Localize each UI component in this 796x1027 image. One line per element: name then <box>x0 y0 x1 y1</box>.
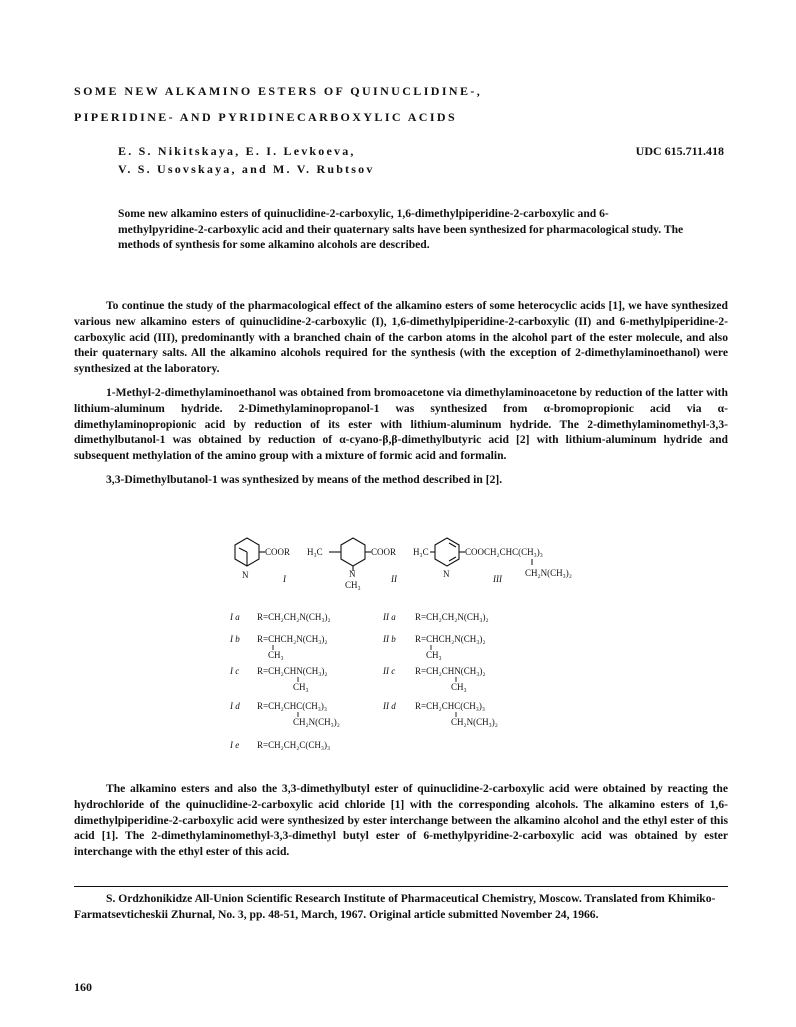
series-left-d-formula: R=CH₂CHC(CH₃)₃ <box>257 701 327 711</box>
series-left-b-formula: R=CHCH₂N(CH₃)₂ <box>257 634 328 644</box>
footnote <box>74 891 728 922</box>
struct3-label: III <box>493 574 502 584</box>
struct1-group: COOR <box>265 547 291 557</box>
authors-line-2: V. S. Usovskaya, and M. V. Rubtsov <box>118 162 375 176</box>
article-title-line-1: SOME NEW ALKAMINO ESTERS OF QUINUCLIDINE-, <box>74 84 483 98</box>
series-right-b-formula: R=CHCH₂N(CH₃)₂ <box>415 634 486 644</box>
series-right-c-branch: CH₃ <box>451 682 467 692</box>
struct2-label: II <box>391 574 397 584</box>
udc-code: UDC 615.711.418 <box>635 144 724 158</box>
abstract: Some new alkamino esters of quinuclidine-2-carboxylic, 1,6-dimethylpiperidine-2-carboxylic and 6-methylpyridine-2-carboxylic acid and their quaternary salts have been synthesized for pharmacological study. The methods of synthesis for some alkamino alcohols are described. <box>118 207 684 251</box>
series-left-c-formula: R=CH₂CHN(CH₃)₂ <box>257 666 328 676</box>
chemical-structures <box>225 534 615 759</box>
structure-iii <box>430 538 465 566</box>
series-right-a-formula: R=CH₂CH₂N(CH₃)₂ <box>415 612 489 622</box>
series-left-b-branch: CH₃ <box>268 650 284 660</box>
series-left-d-label: I d <box>230 701 240 711</box>
body-section-2 <box>74 781 728 860</box>
series-right-d-label: II d <box>383 701 396 711</box>
struct3-n: N <box>443 569 450 579</box>
paragraph-3: 3,3-Dimethylbutanol-1 was synthesized by means of the method described in [2]. <box>106 472 503 486</box>
series-right-d-branch: CH₂N(CH₃)₂ <box>451 717 498 727</box>
footnote-divider <box>74 886 728 887</box>
series-left-a-formula: R=CH₂CH₂N(CH₃)₂ <box>257 612 331 622</box>
series-left-c-branch: CH₃ <box>293 682 309 692</box>
series-right-c-label: II c <box>383 666 396 676</box>
struct3-branch: CH₂N(CH₃)₂ <box>525 568 572 578</box>
page-number: 160 <box>74 980 92 994</box>
authors <box>118 142 375 178</box>
footnote-text: S. Ordzhonikidze All-Union Scientific Research Institute of Pharmaceutical Chemistry, Moscow. Translated from Khimiko-Farmatsevticheskii Zhurnal, No. 3, pp. 48-51, March, 1967. Original article submitted November 24, 1966. <box>74 892 716 921</box>
paragraph-2: 1-Methyl-2-dimethylaminoethanol was obtained from bromoacetone via dimethylaminoacetone by reduction of the latter with lithium-aluminum hydride. 2-Dimethylaminopropanol-1 was synthesized from α-bromopropionic acid via α-dimethylaminopropionic acid by reduction of its ester with lithium-aluminum hydride. The 2-dimethylaminomethyl-3,3-dimethylbutanol-1 was obtained by reduction of α-cyano-β,β-dimethylbutyric acid [2] with lithium-aluminum hydride and subsequent methylation of the amino group with a mixture of formic acid and formalin. <box>74 385 728 463</box>
struct2-n: N <box>349 569 356 579</box>
structure-ii <box>329 538 371 571</box>
series-right-b-label: II b <box>383 634 396 644</box>
article-title-line-2: PIPERIDINE- AND PYRIDINECARBOXYLIC ACIDS <box>74 110 458 124</box>
body-section-1 <box>74 298 728 488</box>
struct1-n: N <box>242 570 249 580</box>
series-right-a-label: II a <box>383 612 396 622</box>
series-right-b-branch: CH₃ <box>426 650 442 660</box>
struct1-label: I <box>283 574 286 584</box>
series-left-b-label: I b <box>230 634 240 644</box>
structure-i <box>235 538 265 566</box>
series-left-e-label: I e <box>230 740 240 750</box>
authors-line-1: E. S. Nikitskaya, E. I. Levkoeva, <box>118 144 356 158</box>
struct3-group: COOCH₂CHC(CH₃)₃ <box>465 547 543 557</box>
struct2-group: COOR <box>371 547 397 557</box>
struct2-nsub: CH₃ <box>345 580 361 590</box>
series-right-d-formula: R=CH₂CHC(CH₃)₃ <box>415 701 485 711</box>
series-left-d-branch: CH₂N(CH₃)₂ <box>293 717 340 727</box>
series-left-a-label: I a <box>230 612 240 622</box>
struct3-prefix: H₃C <box>413 547 429 557</box>
series-right-c-formula: R=CH₂CHN(CH₃)₂ <box>415 666 486 676</box>
paragraph-4: The alkamino esters and also the 3,3-dimethylbutyl ester of quinuclidine-2-carboxylic acid were obtained by reacting the hydrochloride of the quinuclidine-2-carboxylic acid chloride [1] with the corresponding alcohols. The alkamino esters of 1,6-dimethylpiperidine-2-carboxylic acid were synthesized by ester interchange between the alkamino alcohol and the ethyl ester of this acid [1]. The 2-dimethylaminomethyl-3,3-dimethyl butyl ester of 6-methylpyridine-2-carboxylic acid was obtained by ester interchange with the ethyl ester of this acid. <box>74 782 728 859</box>
struct2-prefix: H₃C <box>307 547 323 557</box>
paragraph-1: To continue the study of the pharmacological effect of the alkamino esters of some heterocyclic acids [1], we have synthesized various new alkamino esters of quinuclidine-2-carboxylic (I), 1,6-dimethylpiperidine-2-carboxylic (II) and 6-methylpiperidine-2-carboxylic acid (III), predominantly with a branched chain of the carbon atoms in the alcohol part of the ester molecule, and also their quaternary salts. All the alkamino alcohols required for the synthesis (with the exception of 2-dimethylaminoethanol) were synthesized at the laboratory. <box>74 299 728 376</box>
series-left-c-label: I c <box>230 666 240 676</box>
series-left-e-formula: R=CH₂CH₂C(CH₃)₃ <box>257 740 331 750</box>
